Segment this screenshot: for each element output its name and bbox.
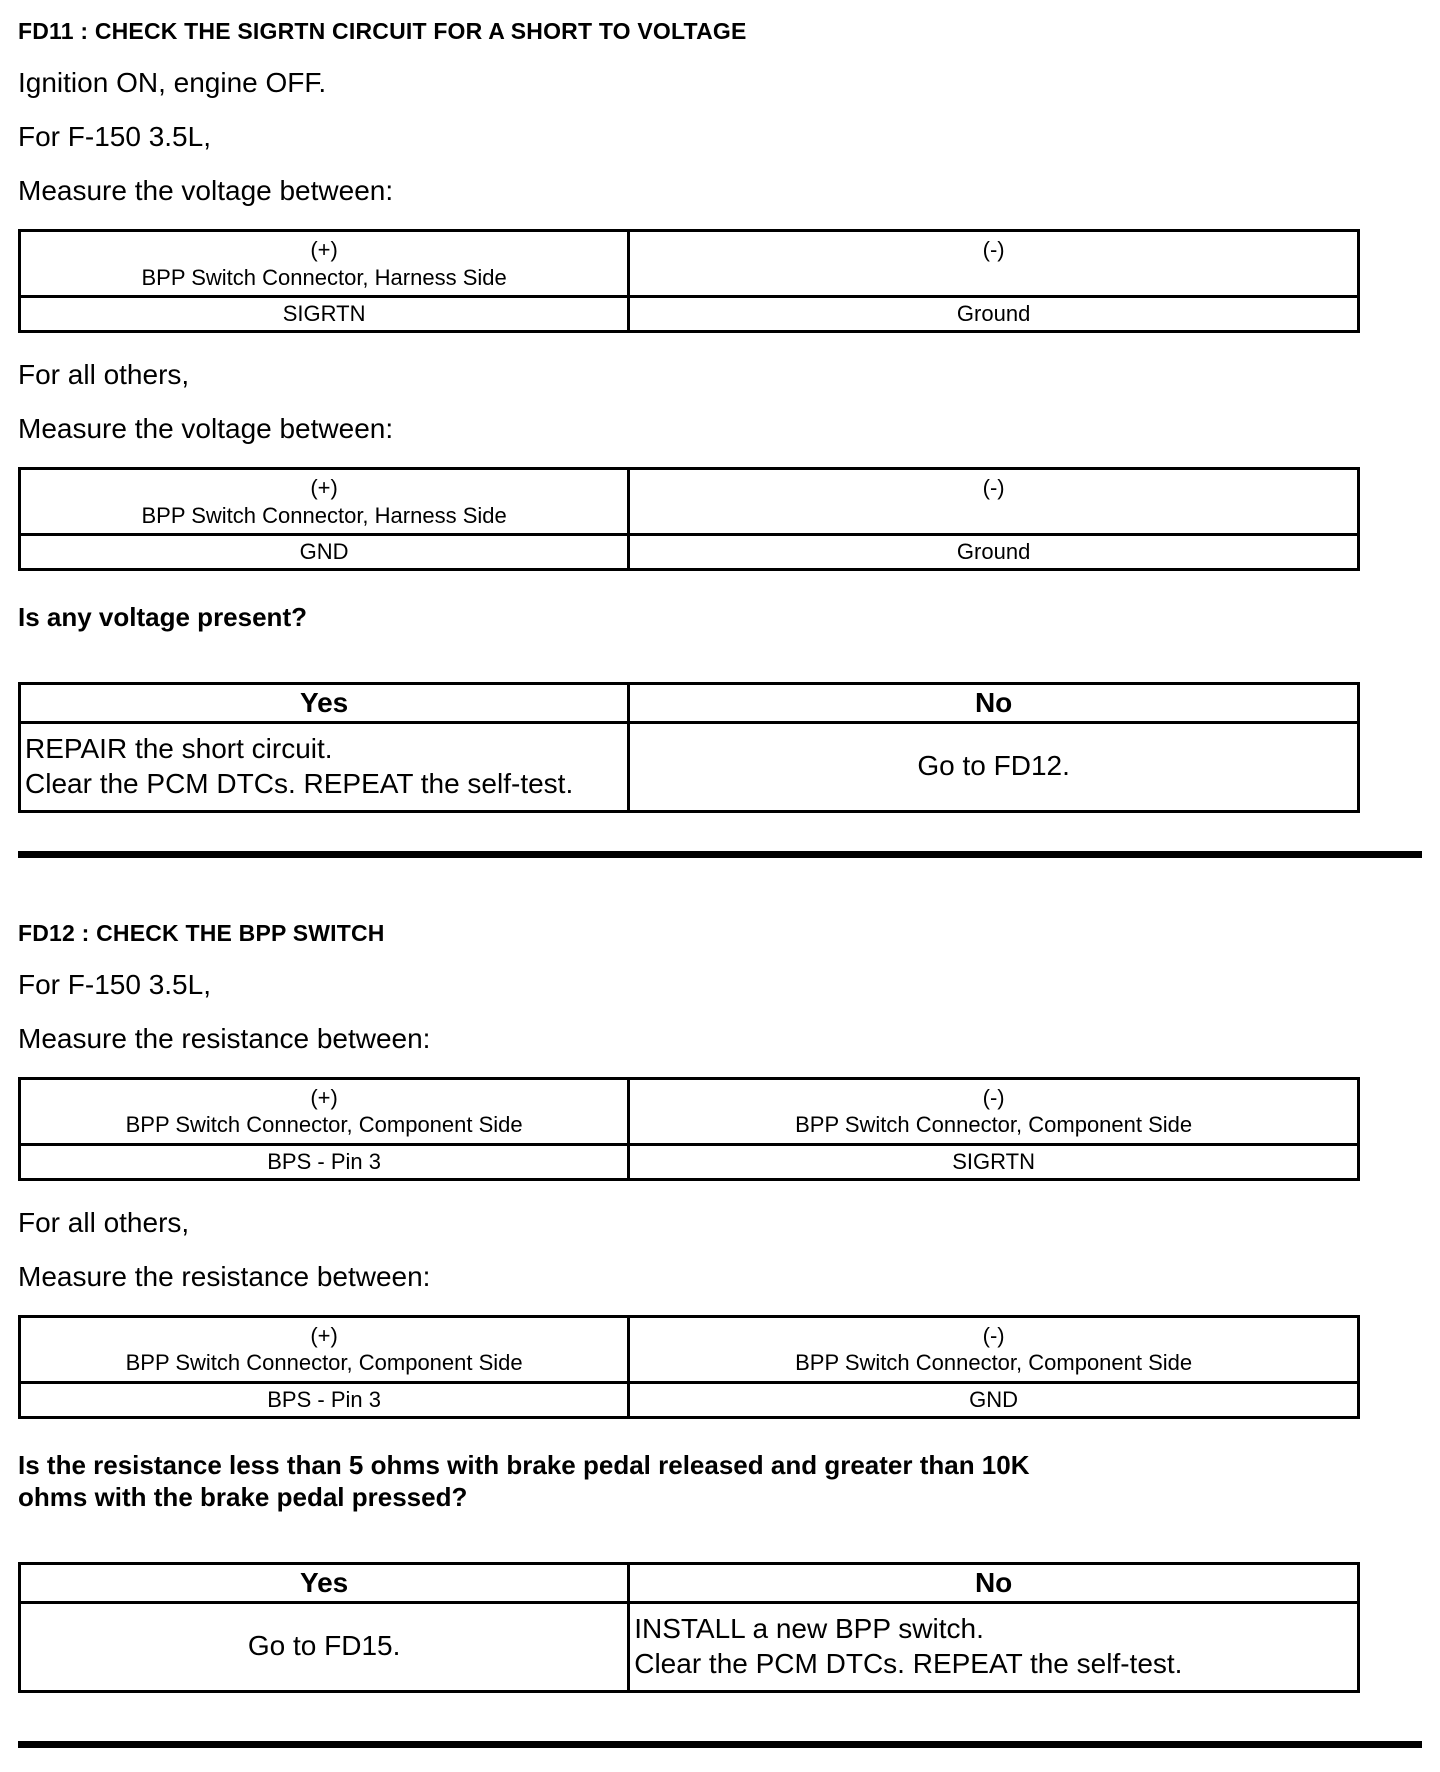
section-divider xyxy=(18,851,1422,858)
minus-header-cell xyxy=(629,1316,1359,1382)
fd11-question: Is any voltage present? xyxy=(18,602,307,632)
no-action-cell xyxy=(629,1602,1359,1691)
minus-value-cell: Ground xyxy=(629,535,1359,570)
fd12-section-title: FD12 : CHECK THE BPP SWITCH xyxy=(18,919,385,946)
plus-value-cell: BPS - Pin 3 xyxy=(20,1382,629,1417)
fd12-measure-instruction-others: Measure the resistance between: xyxy=(18,1260,431,1292)
plus-value-cell: GND xyxy=(20,535,629,570)
table-value-row xyxy=(20,535,1359,570)
minus-value-cell: Ground xyxy=(629,297,1359,332)
fd12-measure-instruction-f150: Measure the resistance between: xyxy=(18,1022,431,1054)
yes-action-line: Clear the PCM DTCs. REPEAT the self-test. xyxy=(25,767,574,799)
plus-sign-label: (+) xyxy=(310,475,338,500)
fd11-others-condition: For all others, xyxy=(18,359,190,390)
plus-header-cell xyxy=(20,469,629,535)
minus-value-cell: SIGRTN xyxy=(629,1144,1359,1179)
decision-header-row xyxy=(20,1563,1359,1602)
section-fd12 xyxy=(18,920,1422,1693)
fd11-measurement-table-others xyxy=(18,467,1360,571)
decision-header-row xyxy=(20,683,1359,722)
fd11-measure-instruction-others: Measure the voltage between: xyxy=(18,413,394,444)
minus-connector-label: BPP Switch Connector, Component Side xyxy=(795,1350,1193,1375)
table-value-row xyxy=(20,297,1359,332)
plus-sign-label: (+) xyxy=(310,1084,338,1110)
fd12-others-condition: For all others, xyxy=(18,1206,190,1238)
fd11-measurement-table-f150 xyxy=(18,229,1360,333)
fd12-question-line: Is the resistance less than 5 ohms with brake pedal released and greater than 10K xyxy=(18,1449,1030,1480)
yes-action-cell: Go to FD15. xyxy=(20,1602,629,1691)
fd12-decision-table xyxy=(18,1562,1360,1693)
plus-connector-label: BPP Switch Connector, Component Side xyxy=(125,1112,523,1137)
decision-value-row xyxy=(20,1602,1359,1691)
plus-connector-label: BPP Switch Connector, Harness Side xyxy=(141,502,507,528)
minus-header-cell xyxy=(629,469,1359,535)
fd12-question xyxy=(18,1449,1422,1514)
fd12-measurement-table-f150 xyxy=(18,1077,1360,1181)
table-header-row xyxy=(20,231,1359,297)
minus-header-cell xyxy=(629,231,1359,297)
minus-connector-label xyxy=(638,502,1349,506)
minus-connector-label xyxy=(638,264,1349,268)
minus-sign-label: (-) xyxy=(982,237,1005,262)
fd11-section-title: FD11 : CHECK THE SIGRTN CIRCUIT FOR A SHORT TO VOLTAGE xyxy=(18,18,747,44)
plus-sign-label: (+) xyxy=(310,237,338,262)
section-fd11 xyxy=(18,18,1422,813)
plus-connector-label: BPP Switch Connector, Harness Side xyxy=(141,264,507,290)
plus-header-cell xyxy=(20,231,629,297)
minus-sign-label: (-) xyxy=(982,1084,1005,1110)
yes-action-line: REPAIR the short circuit. xyxy=(25,733,333,765)
no-action-line: INSTALL a new BPP switch. xyxy=(634,1613,984,1645)
fd11-measure-instruction-f150: Measure the voltage between: xyxy=(18,175,394,206)
plus-header-cell xyxy=(20,1316,629,1382)
no-action-line: Clear the PCM DTCs. REPEAT the self-test. xyxy=(634,1647,1183,1679)
plus-header-cell xyxy=(20,1078,629,1144)
no-action-cell: Go to FD12. xyxy=(629,722,1359,811)
fd12-measurement-table-others xyxy=(18,1315,1360,1419)
plus-sign-label: (+) xyxy=(310,1322,338,1348)
bottom-divider xyxy=(18,1741,1422,1748)
plus-value-cell: BPS - Pin 3 xyxy=(20,1144,629,1179)
fd11-ignition-instruction: Ignition ON, engine OFF. xyxy=(18,67,327,98)
table-value-row xyxy=(20,1144,1359,1179)
minus-sign-label: (-) xyxy=(982,1322,1005,1348)
no-header-cell: No xyxy=(629,1563,1359,1602)
fd12-f150-condition: For F-150 3.5L, xyxy=(18,968,211,1000)
yes-action-cell xyxy=(20,722,629,811)
minus-sign-label: (-) xyxy=(982,475,1005,500)
minus-connector-label: BPP Switch Connector, Component Side xyxy=(795,1112,1193,1137)
table-header-row xyxy=(20,469,1359,535)
plus-connector-label: BPP Switch Connector, Component Side xyxy=(125,1350,523,1375)
no-header-cell: No xyxy=(629,683,1359,722)
fd12-question-line: ohms with the brake pedal pressed? xyxy=(18,1482,468,1512)
yes-header-cell: Yes xyxy=(20,1563,629,1602)
decision-value-row xyxy=(20,722,1359,811)
yes-header-cell: Yes xyxy=(20,683,629,722)
fd11-f150-condition: For F-150 3.5L, xyxy=(18,121,211,152)
fd11-decision-table xyxy=(18,682,1360,813)
table-header-row xyxy=(20,1078,1359,1144)
minus-header-cell xyxy=(629,1078,1359,1144)
table-header-row xyxy=(20,1316,1359,1382)
table-value-row xyxy=(20,1382,1359,1417)
minus-value-cell: GND xyxy=(629,1382,1359,1417)
plus-value-cell: SIGRTN xyxy=(20,297,629,332)
